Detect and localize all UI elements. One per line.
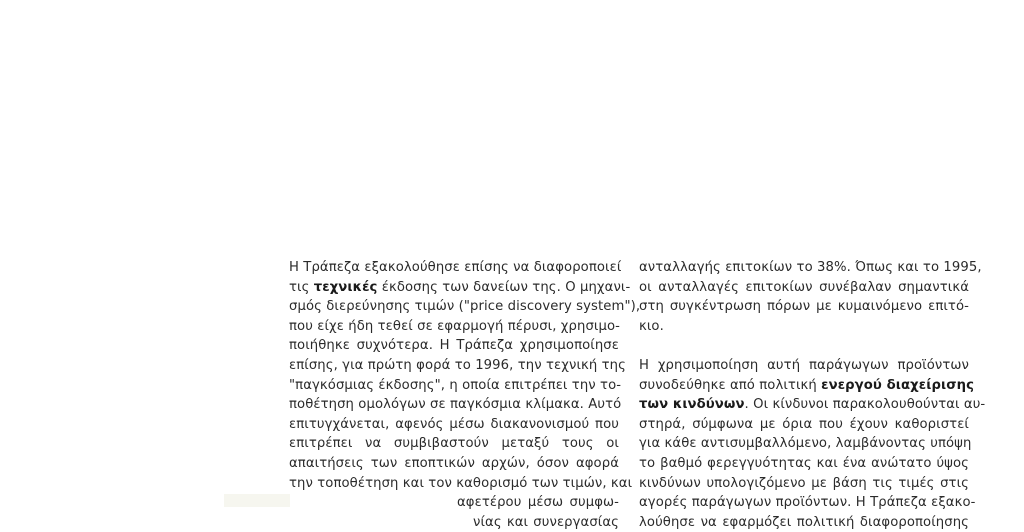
text-line: επιτρέπει να συμβιβαστούν μεταξύ τους οι bbox=[289, 436, 619, 452]
text-line: οι ανταλλαγές επιτοκίων συνέβαλαν σημαντικά bbox=[639, 279, 969, 295]
text-line: το βαθμό φερεγγυότητας και ένα ανώτατο ύψος bbox=[639, 455, 969, 471]
text-line: σμός διερεύνησης τιμών ("price discovery system"), bbox=[289, 299, 641, 315]
text-line: νίας και συνεργασίας bbox=[473, 514, 619, 530]
text-line: των κινδύνων. Οι κίνδυνοι παρακολουθούνται αυ- bbox=[639, 397, 986, 413]
text-line: αγορές παράγωγων προϊόντων. Η Τράπεζα εξακο- bbox=[639, 495, 976, 511]
text-line: που είχε ήδη τεθεί σε εφαρμογή πέρυσι, χρησιμο- bbox=[289, 318, 620, 334]
text-line: για κάθε αντισυμβαλλόμενο, λαμβάνοντας υπόψη bbox=[639, 436, 972, 452]
text-line: "παγκόσμιας έκδοσης", η οποία επιτρέπει την το- bbox=[289, 377, 622, 393]
text-line: τις τεχνικές έκδοσης των δανείων της. Ο μηχανι- bbox=[289, 279, 631, 295]
text-line: απαιτήσεις των εποπτικών αρχών, όσον αφορά bbox=[289, 455, 619, 471]
text-line: συνοδεύθηκε από πολιτική ενεργού διαχείρισης bbox=[639, 377, 975, 393]
text-line: ανταλλαγής επιτοκίων το 38%. Όπως και το 1995, bbox=[639, 260, 982, 275]
bold-term: τεχνικές bbox=[313, 279, 378, 295]
text-line: ποιήθηκε συχνότερα. Η Τράπεζα χρησιμοποίησε bbox=[289, 338, 619, 354]
text-line: επιτυγχάνεται, αφενός μέσω διακανονισμού που bbox=[289, 416, 619, 432]
background-tint bbox=[224, 494, 290, 507]
text-line: Η Τράπεζα εξακολούθησε επίσης να διαφοροποιεί bbox=[289, 260, 622, 275]
text-line: επίσης, για πρώτη φορά το 1996, την τεχνική της bbox=[289, 357, 626, 373]
text-line: στη συγκέντρωση πόρων με κυμαινόμενο επιτό- bbox=[639, 299, 969, 315]
text-line: λούθησε να εφαρμόζει πολιτική διαφοροποίησης bbox=[639, 514, 969, 530]
text-line: αφετέρου μέσω συμφω- bbox=[457, 495, 619, 511]
text-line: την τοποθέτηση και τον καθορισμό των τιμών, και bbox=[289, 475, 633, 491]
text-line: κιο. bbox=[639, 318, 664, 334]
text-line: στηρά, σύμφωνα με όρια που έχουν καθοριστεί bbox=[639, 416, 969, 432]
paragraph-gap bbox=[639, 336, 969, 356]
text-line: Η χρησιμοποίηση αυτή παράγωγων προϊόντων bbox=[639, 357, 969, 373]
text-line: κινδύνων υπολογιζόμενο με βάση τις τιμές στις bbox=[639, 475, 969, 491]
bold-term: ενεργού διαχείρισης bbox=[821, 377, 975, 393]
text-line: ποθέτηση ομολόγων σε παγκόσμια κλίμακα. Αυτό bbox=[289, 397, 622, 413]
bold-term: των κινδύνων bbox=[639, 397, 745, 413]
right-text-column bbox=[639, 258, 986, 532]
left-text-column bbox=[289, 258, 641, 532]
